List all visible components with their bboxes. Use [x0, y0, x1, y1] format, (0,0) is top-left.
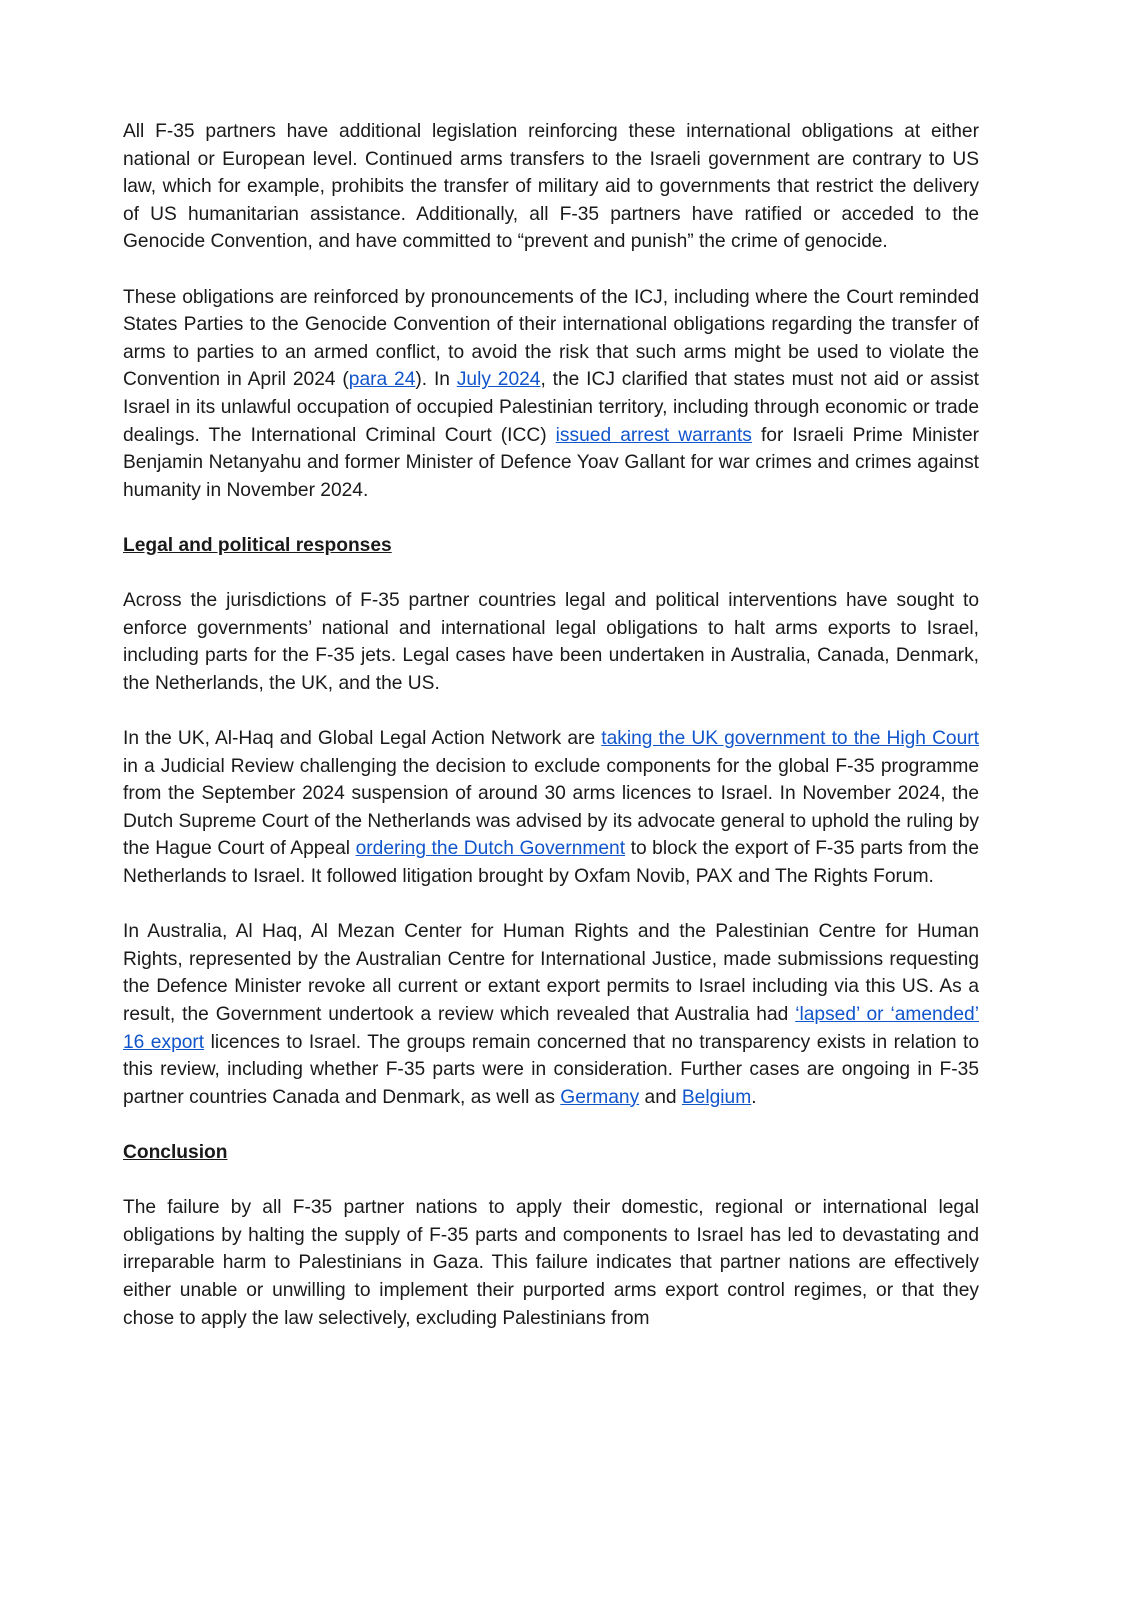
text-segment: to block the export of F-35 parts from the Netherlands to Israel. It followed litigation brought by Oxfam Novib, PAX and The Rights Forum. [123, 838, 980, 888]
paragraph-jurisdictions: Across the jurisdictions of F-35 partner countries legal and political interventions have sought to enforce governments’ national and international legal obligations to halt arms exports to Israel, including parts for the F-35 jets. Legal cases have been undertaken in Australia, Canada, Denmark, the Netherlands, the UK, and the US. [123, 590, 979, 694]
text-segment: In the UK, Al-Haq and Global Legal Action Network are [123, 728, 602, 750]
text-segment: . [751, 1086, 757, 1108]
paragraph-conclusion: The failure by all F-35 partner nations to apply their domestic, regional or international legal obligations by halting the supply of F-35 parts and components to Israel has led to devastating and irreparable harm to Palestinians in Gaza. This failure indicates that partner nations are effectively either unable or unwilling to implement their purported arms export control regimes, or that they chose to apply the law selectively, excluding Palestinians from [123, 1197, 979, 1329]
text-segment: and [639, 1086, 682, 1108]
text-segment: ). In [415, 369, 457, 391]
paragraph-obligations-legislation: All F-35 partners have additional legislation reinforcing these international obligations at either national or European level. Continued arms transfers to the Israeli government are contrary to US law, which for example, prohibits the transfer of military aid to governments that restrict the delivery of US humanitarian assistance. Additionally, all F-35 partners have ratified or acceded to the Genocide Convention, and have committed to “prevent and punish” the crime of genocide. [123, 121, 979, 253]
paragraph-australia [123, 918, 979, 1111]
link-belgium[interactable]: Belgium [681, 1086, 752, 1108]
text-segment: In Australia, Al Haq, Al Mezan Center for Human Rights and the Palestinian Centre for Human Rights, represented by the Australian Centre for International Justice, made submissions requesting the Defence Minister revoke all current or extant export permits to Israel including via this US. As a result, the Government undertook a review which revealed that Australia had [123, 921, 979, 1025]
heading-conclusion: Conclusion [123, 1141, 228, 1163]
link-germany[interactable]: Germany [560, 1086, 640, 1108]
text-segment: These obligations are reinforced by pronouncements of the ICJ, including where the Court reminded States Parties to the Genocide Convention of their international obligations regarding the transfer of arms to parties to an armed conflict, to avoid the risk that such arms might be used to violate the Convention in April 2024 ( [123, 286, 979, 391]
link-para-24[interactable]: para 24 [348, 369, 416, 391]
link-uk-high-court[interactable]: taking the UK government to the High Court [601, 728, 979, 750]
document-page [123, 118, 979, 1332]
heading-legal-political-responses: Legal and political responses [123, 534, 392, 556]
link-lapsed-amended-export[interactable]: ‘lapsed’ or ‘amended’ 16 export [123, 1004, 979, 1053]
link-ordering-dutch-government[interactable]: ordering the Dutch Government [355, 838, 626, 860]
text-segment: for Israeli Prime Minister Benjamin Netanyahu and former Minister of Defence Yoav Gallant for war crimes and crimes against humanity in November 2024. [123, 424, 980, 501]
text-segment: licences to Israel. The groups remain concerned that no transparency exists in relation to this review, including whether F-35 parts were in consideration. Further cases are ongoing in F-35 partner countries Canada and Denmark, as well as [123, 1031, 979, 1108]
paragraph-icj-pronouncements [123, 284, 979, 505]
text-segment: , the ICJ clarified that states must not aid or assist Israel in its unlawful occupation of occupied Palestinian territory, including through economic or trade dealings. The International Criminal Court (ICC) [123, 369, 979, 446]
text-segment: in a Judicial Review challenging the decision to exclude components for the global F-35 programme from the September 2024 suspension of around 30 arms licences to Israel. In November 2024, the Dutch Supreme Court of the Netherlands was advised by its advocate general to uphold the ruling by the Hague Court of Appeal [123, 755, 979, 860]
link-issued-arrest-warrants[interactable]: issued arrest warrants [555, 424, 752, 446]
link-july-2024[interactable]: July 2024 [456, 369, 541, 391]
paragraph-uk-netherlands [123, 725, 979, 891]
